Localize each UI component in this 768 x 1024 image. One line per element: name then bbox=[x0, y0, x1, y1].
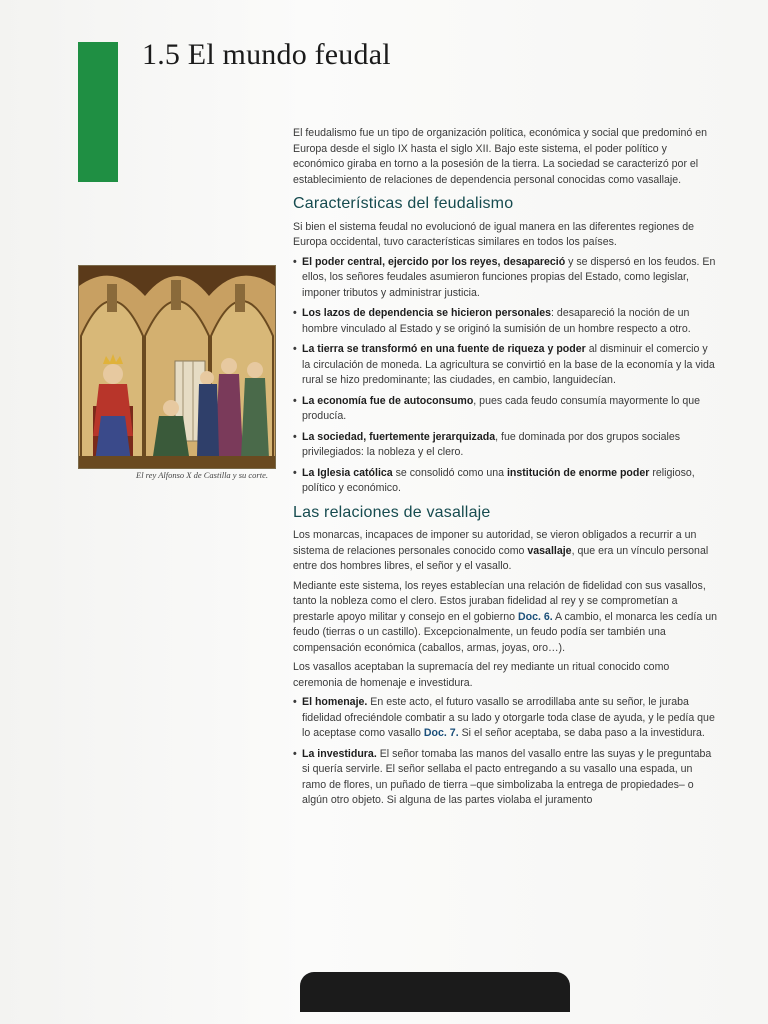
item-text: Si el señor aceptaba, se daba paso a la investidura. bbox=[458, 727, 705, 739]
bullet: • bbox=[293, 696, 297, 708]
bullet: • bbox=[293, 255, 297, 268]
section-title: Las relaciones de vasallaje bbox=[293, 503, 491, 521]
main-text bbox=[293, 126, 718, 814]
page-title: 1.5 El mundo feudal bbox=[142, 38, 391, 71]
paragraph bbox=[293, 579, 718, 657]
figure-caption: El rey Alfonso X de Castilla y su corte. bbox=[136, 470, 268, 480]
intro-paragraph: El feudalismo fue un tipo de organización política, económica y social que predominó en Europa desde el siglo IX hasta el siglo XII. Bajo este sistema, el poder político y económico giraba en torno a la posesión de la tierra. La sociedad se caracterizó por el establecimiento de relaciones de dependencia personal conocidas como vasallaje. bbox=[293, 127, 707, 186]
item-text: , fue dominada por dos grupos sociales privilegiados: la nobleza y el clero. bbox=[302, 430, 681, 458]
section-title: Características del feudalismo bbox=[293, 195, 514, 212]
ritual-list bbox=[293, 695, 718, 809]
list-item bbox=[293, 695, 718, 742]
bullet: • bbox=[293, 394, 297, 407]
bold-term: El poder central, ejercido por los reyes, desapareció bbox=[302, 255, 566, 268]
doc-reference: Doc. 6. bbox=[517, 610, 553, 623]
item-text: : desapareció la noción de un hombre vinculado al Estado y se originó la sumisión de un hombre respecto a otro. bbox=[302, 307, 691, 335]
text: , que era un vínculo personal entre dos hombres libres, el señor y el vasallo. bbox=[293, 544, 709, 572]
item-text: al disminuir el comercio y la circulación de moneda. La agricultura se convirtió en la base de la economía y la vida rural se hizo predominante; las ciudades, en cambio, languidecían. bbox=[302, 343, 715, 386]
item-text: religioso, político y económico. bbox=[302, 466, 695, 494]
section-lead: Si bien el sistema feudal no evolucionó de igual manera en las diferentes regiones de Europa occidental, tuvo características similares en todos los países. bbox=[293, 220, 695, 248]
item-text: se consolidó como una bbox=[392, 466, 507, 479]
paragraph bbox=[293, 528, 718, 575]
bold-term: Los lazos de dependencia se hicieron personales bbox=[302, 307, 552, 319]
list-item bbox=[293, 394, 718, 425]
list-item bbox=[293, 255, 718, 302]
bold-term: El homenaje. bbox=[302, 696, 368, 708]
item-text: y se dispersó en los feudos. En ellos, los señores feudales asumieron funciones propias del Estado, como legislar, imponer tributos y administrar justicia. bbox=[302, 255, 716, 299]
bold-term: La economía fue de autoconsumo bbox=[302, 394, 474, 407]
bold-term: institución de enorme poder bbox=[506, 466, 650, 479]
feature-list bbox=[293, 255, 718, 497]
bullet: • bbox=[293, 466, 297, 479]
bold-term: vasallaje bbox=[527, 544, 572, 557]
list-item bbox=[293, 747, 718, 809]
medieval-illustration bbox=[78, 265, 276, 469]
list-item bbox=[293, 306, 718, 337]
list-item bbox=[293, 342, 718, 389]
bullet: • bbox=[293, 343, 297, 355]
paragraph: Los vasallos aceptaban la supremacía del rey mediante un ritual conocido como ceremonia de homenaje e investidura. bbox=[293, 661, 670, 689]
bullet: • bbox=[293, 430, 297, 443]
bold-term: La sociedad, fuertemente jerarquizada bbox=[302, 430, 496, 443]
bold-term: La investidura. bbox=[302, 747, 377, 760]
list-item bbox=[293, 430, 718, 461]
bold-term: La tierra se transformó en una fuente de riqueza y poder bbox=[302, 343, 586, 355]
text: Los monarcas, incapaces de imponer su autoridad, se vieron obligados a recurrir a un sistema de relaciones personales conocido como bbox=[293, 529, 697, 557]
text: Mediante este sistema, los reyes establecían una relación de fidelidad con sus vasallos, tanto la nobleza como el clero. Estos juraban fidelidad al rey y se comprometían a prestarle apoyo militar y consejo en el gobierno bbox=[293, 579, 706, 623]
list-item bbox=[293, 466, 718, 497]
bullet: • bbox=[293, 307, 297, 319]
item-text: , pues cada feudo consumía mayormente lo que producía. bbox=[302, 394, 701, 422]
bottom-overlay-bar bbox=[300, 972, 570, 1012]
chapter-color-tab bbox=[78, 42, 118, 182]
text: A cambio, el monarca les cedía un feudo (tierras o un castillo). Excepcionalmente, un feudo podía ser también una compensación económica (caballos, armas, joyas, oro…). bbox=[293, 610, 717, 654]
bold-term: La Iglesia católica bbox=[302, 466, 393, 479]
doc-reference: Doc. 7. bbox=[423, 727, 459, 739]
item-text: El señor tomaba las manos del vasallo entre las suyas y le preguntaba si quería servirle. El señor sellaba el pacto entregando a su vasallo una espada, un ramo de flores, un puñado de tierra –que simbolizaba la entrega de propiedades– o algún otro objeto. Si alguna de las partes violaba el juramento bbox=[302, 747, 712, 806]
item-text: En este acto, el futuro vasallo se arrodillaba ante su señor, le juraba fidelidad ofreciéndole combatir a su lado y otorgarle toda clase de ayuda, y le pedía que lo aceptase como vasallo bbox=[302, 696, 715, 739]
bullet: • bbox=[293, 747, 297, 760]
